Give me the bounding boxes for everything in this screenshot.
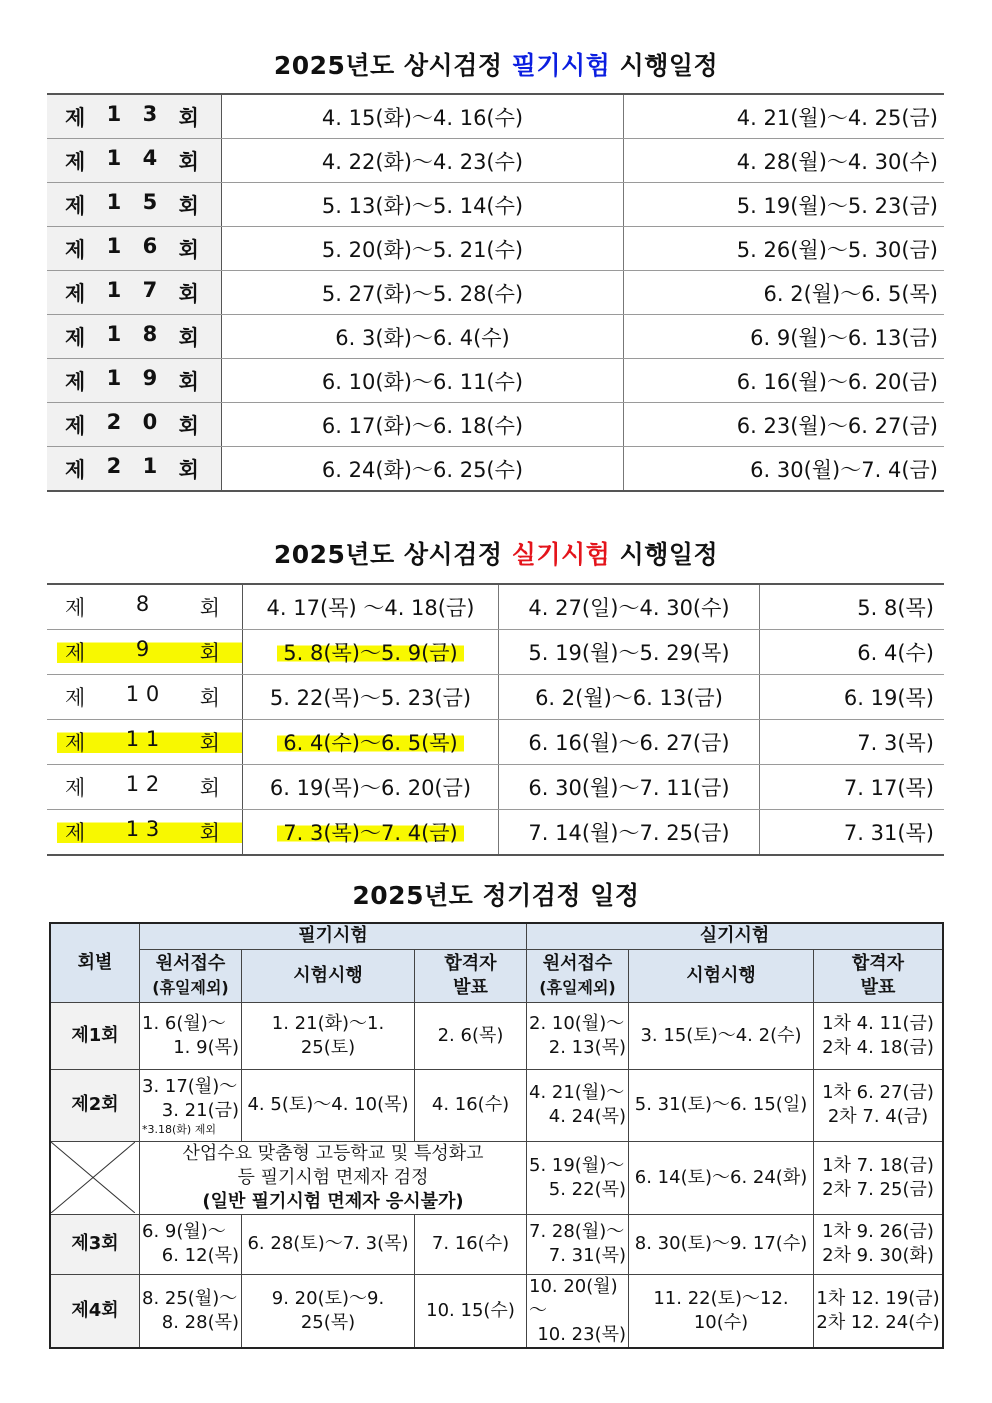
round-label-char: 회 xyxy=(199,686,220,710)
round-label-char: 제 xyxy=(65,149,86,174)
practical-period-1 xyxy=(243,765,499,810)
written-period-2: 6. 23(월)～6. 27(금) xyxy=(624,403,945,447)
round-label xyxy=(47,810,243,856)
date-line-2: 2. 13(목) xyxy=(548,1036,626,1058)
round-label: 제3회 xyxy=(50,1214,140,1274)
round-label-wrap xyxy=(47,146,221,176)
practical-exam: 3. 15(토)～4. 2(수) xyxy=(629,1002,814,1069)
round-label-char: 3 xyxy=(142,101,158,126)
date-line-1: 5. 19(월)～ xyxy=(529,1154,625,1176)
date-line-1: 3. 17(월)～ xyxy=(142,1075,238,1097)
result-line-1: 1차 4. 11(금) xyxy=(822,1012,934,1034)
result-line-2: 2차 12. 24(수) xyxy=(816,1311,940,1333)
two-line-date xyxy=(529,1275,626,1347)
round-label xyxy=(47,94,222,139)
table-row xyxy=(50,1069,943,1141)
table-row xyxy=(47,810,944,856)
round-label-char: 제 xyxy=(65,325,86,350)
practical-result: 6. 4(수) xyxy=(760,630,945,675)
table-row xyxy=(47,94,944,139)
table-row xyxy=(47,227,944,271)
written-period-1: 5. 27(화)～5. 28(수) xyxy=(222,271,624,315)
round-label-wrap xyxy=(57,637,242,667)
round-label-char: 8 xyxy=(135,592,150,616)
round-label-char: 회 xyxy=(178,369,199,394)
written-exam: 9. 20(토)～9. 25(목) xyxy=(242,1274,415,1348)
header-written-result xyxy=(415,949,527,1002)
result-line-1: 1차 9. 26(금) xyxy=(822,1221,934,1242)
date-line-1: 4. 21(월)～ xyxy=(529,1082,625,1103)
round-label-wrap xyxy=(57,772,242,802)
practical-result xyxy=(814,1002,944,1069)
written-exam: 6. 28(토)～7. 3(목) xyxy=(242,1214,415,1274)
practical-period-2: 6. 16(월)～6. 27(금) xyxy=(499,720,760,765)
round-label-char: 5 xyxy=(142,189,158,214)
table-row xyxy=(50,1002,943,1069)
two-line-date xyxy=(529,1154,626,1202)
round-label xyxy=(47,584,243,630)
written-period-2: 5. 26(월)～5. 30(금) xyxy=(624,227,945,271)
round-label: 제4회 xyxy=(50,1274,140,1348)
exemption-note-line: 등 필기시험 면제자 검정 xyxy=(237,1166,429,1188)
practical-apply xyxy=(527,1069,629,1141)
title-suffix: 시행일정 xyxy=(619,540,719,569)
round-label-char: 1 2 xyxy=(125,772,160,796)
round-label-wrap xyxy=(57,817,242,847)
practical-period-1 xyxy=(243,630,499,675)
round-label-char: 제 xyxy=(65,105,86,130)
round-label-char: 1 xyxy=(106,101,122,126)
practical-apply xyxy=(527,1274,629,1348)
written-period-1: 6. 3(화)～6. 4(수) xyxy=(222,315,624,359)
written-schedule-table xyxy=(47,93,944,492)
date-line-1: 6. 9(월)～ xyxy=(142,1221,226,1242)
round-label-char: 제 xyxy=(65,776,86,800)
table-row xyxy=(47,765,944,810)
table-row xyxy=(50,1274,943,1348)
practical-period-1 xyxy=(243,810,499,856)
round-label-char: 회 xyxy=(178,281,199,306)
round-label-char: 제 xyxy=(65,641,86,665)
round-label-char: 회 xyxy=(199,821,220,845)
practical-result xyxy=(814,1141,944,1214)
period-text: 5. 22(목)～5. 23(금) xyxy=(269,686,472,710)
period-text: 4. 17(목) ～4. 18(금) xyxy=(266,596,475,620)
round-label-char: 제 xyxy=(65,686,86,710)
round-label-char: 회 xyxy=(178,237,199,262)
table-row xyxy=(50,1214,943,1274)
table-row xyxy=(47,183,944,227)
two-line-date xyxy=(529,1081,626,1129)
header-written: 필기시험 xyxy=(140,923,527,949)
round-label-char: 1 3 xyxy=(125,817,160,841)
table-row xyxy=(47,584,944,630)
date-line-2: 1. 9(목) xyxy=(173,1036,239,1058)
round-label-char: 1 1 xyxy=(125,727,160,751)
round-label-char: 제 xyxy=(65,369,86,394)
table-row xyxy=(47,315,944,359)
header-written-apply xyxy=(140,949,242,1002)
practical-schedule-title xyxy=(0,535,992,571)
table-row xyxy=(47,271,944,315)
round-label-char: 1 xyxy=(106,145,122,170)
title-suffix: 시행일정 xyxy=(619,51,719,80)
result-line-1: 1차 7. 18(금) xyxy=(822,1154,934,1176)
practical-period-2: 5. 19(월)～5. 29(목) xyxy=(499,630,760,675)
round-label-wrap xyxy=(47,454,221,484)
written-exam: 4. 5(토)～4. 10(목) xyxy=(242,1069,415,1141)
practical-period-2: 6. 30(월)～7. 11(금) xyxy=(499,765,760,810)
round-label-char: 제 xyxy=(65,237,86,262)
written-result: 2. 6(목) xyxy=(415,1002,527,1069)
round-label-char: 회 xyxy=(199,641,220,665)
round-label-wrap xyxy=(57,727,242,757)
period-text: 5. 8(목)～5. 9(금) xyxy=(277,641,464,665)
header-practical-exam: 시험시행 xyxy=(629,949,814,1002)
round-label: 제2회 xyxy=(50,1069,140,1141)
table-row xyxy=(47,675,944,720)
practical-result: 7. 3(목) xyxy=(760,720,945,765)
round-label xyxy=(47,675,243,720)
practical-period-2: 6. 2(월)～6. 13(금) xyxy=(499,675,760,720)
table-row xyxy=(47,720,944,765)
round-label-char: 회 xyxy=(178,105,199,130)
round-label-wrap xyxy=(47,102,221,132)
round-label xyxy=(47,227,222,271)
title-prefix: 2025년도 상시검정 xyxy=(273,51,503,80)
table-row xyxy=(47,403,944,447)
round-label xyxy=(47,403,222,447)
regular-schedule-table xyxy=(49,922,944,1349)
round-label-char: 1 xyxy=(142,453,158,478)
round-label xyxy=(47,447,222,492)
round-label-char: 9 xyxy=(142,365,158,390)
two-line-date xyxy=(142,1075,239,1123)
round-label-wrap xyxy=(47,278,221,308)
result-line-2: 2차 9. 30(화) xyxy=(822,1245,934,1266)
title-prefix: 2025년도 상시검정 xyxy=(273,540,503,569)
round-label-char: 1 0 xyxy=(125,682,160,706)
exemption-note-line: (일반 필기시험 면제자 응시불가) xyxy=(202,1190,464,1212)
written-apply xyxy=(140,1069,242,1141)
practical-result: 5. 8(목) xyxy=(760,584,945,630)
round-label-char: 회 xyxy=(199,776,220,800)
round-label-wrap xyxy=(57,592,242,622)
written-period-2: 6. 9(월)～6. 13(금) xyxy=(624,315,945,359)
written-period-1: 6. 10(화)～6. 11(수) xyxy=(222,359,624,403)
practical-result xyxy=(814,1274,944,1348)
date-line-2: 6. 12(목) xyxy=(161,1245,239,1266)
table-row xyxy=(47,447,944,492)
two-line-date xyxy=(142,1220,239,1268)
written-period-2: 5. 19(월)～5. 23(금) xyxy=(624,183,945,227)
round-label-char: 1 xyxy=(106,365,122,390)
round-label xyxy=(47,271,222,315)
result-line-2: 2차 4. 18(금) xyxy=(822,1036,934,1058)
practical-exam: 8. 30(토)～9. 17(수) xyxy=(629,1214,814,1274)
round-label-char: 제 xyxy=(65,821,86,845)
practical-apply xyxy=(527,1141,629,1214)
crossed-cell xyxy=(50,1141,140,1214)
title-highlight: 실기시험 xyxy=(511,540,611,569)
result-line-1: 1차 12. 19(금) xyxy=(816,1287,940,1309)
header-practical-apply xyxy=(527,949,629,1002)
apply-label: 원서접수 xyxy=(542,952,613,974)
round-label-wrap xyxy=(57,682,242,712)
two-line-date xyxy=(142,1287,239,1335)
round-label-char: 제 xyxy=(65,413,86,438)
round-label-char: 제 xyxy=(65,281,86,306)
period-text: 7. 3(목)～7. 4(금) xyxy=(277,821,464,845)
round-label xyxy=(47,359,222,403)
written-period-1: 6. 17(화)～6. 18(수) xyxy=(222,403,624,447)
round-label-char: 1 xyxy=(106,233,122,258)
round-label-char: 2 xyxy=(106,453,122,478)
exemption-note xyxy=(140,1141,527,1214)
written-period-2: 4. 21(월)～4. 25(금) xyxy=(624,94,945,139)
cross-out-icon xyxy=(51,1142,135,1213)
round-label-wrap xyxy=(47,322,221,352)
round-label-char: 제 xyxy=(65,596,86,620)
exemption-note-line: 산업수요 맞춤형 고등학교 및 특성화고 xyxy=(182,1142,484,1164)
round-label-wrap xyxy=(47,410,221,440)
practical-schedule-table xyxy=(47,583,944,856)
written-period-2: 6. 16(월)～6. 20(금) xyxy=(624,359,945,403)
round-label-char: 제 xyxy=(65,731,86,755)
round-label-char: 회 xyxy=(178,413,199,438)
round-label xyxy=(47,720,243,765)
table-row xyxy=(47,139,944,183)
written-apply xyxy=(140,1002,242,1069)
written-exam: 1. 21(화)～1. 25(토) xyxy=(242,1002,415,1069)
practical-period-2: 4. 27(일)～4. 30(수) xyxy=(499,584,760,630)
round-label-char: 9 xyxy=(135,637,150,661)
written-apply xyxy=(140,1274,242,1348)
date-line-2: 10. 23(목) xyxy=(537,1323,626,1345)
title-highlight: 필기시험 xyxy=(511,51,611,80)
two-line-date xyxy=(529,1220,626,1268)
practical-exam: 5. 31(토)～6. 15(일) xyxy=(629,1069,814,1141)
round-label-char: 7 xyxy=(142,277,158,302)
two-line-date xyxy=(142,1012,239,1060)
written-period-1: 5. 13(화)～5. 14(수) xyxy=(222,183,624,227)
round-label-char: 1 xyxy=(106,189,122,214)
round-label xyxy=(47,139,222,183)
round-label-char: 2 xyxy=(106,409,122,434)
round-label-char: 회 xyxy=(199,596,220,620)
practical-exam: 11. 22(토)～12. 10(수) xyxy=(629,1274,814,1348)
regular-schedule-title: 2025년도 정기검정 일정 xyxy=(352,881,640,910)
result-label: 합격자 xyxy=(444,952,497,974)
written-period-2: 4. 28(월)～4. 30(수) xyxy=(624,139,945,183)
header-written-exam: 시험시행 xyxy=(242,949,415,1002)
period-text: 6. 19(목)～6. 20(금) xyxy=(269,776,472,800)
written-result: 10. 15(수) xyxy=(415,1274,527,1348)
result-label: 합격자 xyxy=(851,952,905,974)
written-period-1: 4. 22(화)～4. 23(수) xyxy=(222,139,624,183)
header-practical: 실기시험 xyxy=(527,923,944,949)
round-label-char: 4 xyxy=(142,145,158,170)
date-line-1: 7. 28(월)～ xyxy=(529,1221,625,1242)
practical-period-1 xyxy=(243,675,499,720)
table-row xyxy=(47,630,944,675)
apply-note: (휴일제외) xyxy=(539,977,616,997)
practical-result xyxy=(814,1069,944,1141)
round-label: 제1회 xyxy=(50,1002,140,1069)
header-round: 회별 xyxy=(50,923,140,1002)
round-label-char: 0 xyxy=(142,409,158,434)
date-line-2: 5. 22(목) xyxy=(548,1178,626,1200)
apply-note: (휴일제외) xyxy=(152,977,229,997)
written-period-1: 5. 20(화)～5. 21(수) xyxy=(222,227,624,271)
round-label-char: 회 xyxy=(199,731,220,755)
table-row xyxy=(50,1141,943,1214)
practical-result: 7. 31(목) xyxy=(760,810,945,856)
round-label-char: 제 xyxy=(65,457,86,482)
result-label-2: 발표 xyxy=(860,976,896,998)
round-label-char: 회 xyxy=(178,325,199,350)
date-line-1: 2. 10(월)～ xyxy=(529,1012,625,1034)
date-line-1: 1. 6(월)～ xyxy=(142,1012,226,1034)
practical-period-1 xyxy=(243,720,499,765)
result-line-2: 2차 7. 25(금) xyxy=(822,1178,934,1200)
practical-apply xyxy=(527,1214,629,1274)
practical-result xyxy=(814,1214,944,1274)
written-result: 7. 16(수) xyxy=(415,1214,527,1274)
round-label-char: 8 xyxy=(142,321,158,346)
practical-apply xyxy=(527,1002,629,1069)
date-line-2: 7. 31(목) xyxy=(548,1245,626,1266)
round-label-char: 제 xyxy=(65,193,86,218)
practical-result: 6. 19(목) xyxy=(760,675,945,720)
round-label-char: 1 xyxy=(106,321,122,346)
written-period-1: 4. 15(화)～4. 16(수) xyxy=(222,94,624,139)
round-label-char: 1 xyxy=(106,277,122,302)
round-label xyxy=(47,630,243,675)
round-label-char: 6 xyxy=(142,233,158,258)
date-line-2: 4. 24(목) xyxy=(548,1106,626,1127)
date-line-1: 8. 25(월)～ xyxy=(142,1287,238,1309)
date-line-2: 3. 21(금) xyxy=(161,1099,239,1121)
written-result: 4. 16(수) xyxy=(415,1069,527,1141)
round-label-char: 회 xyxy=(178,457,199,482)
date-line-1: 10. 20(월)～ xyxy=(529,1275,618,1321)
two-line-date xyxy=(529,1012,626,1060)
written-schedule-title xyxy=(0,46,992,82)
round-label-char: 회 xyxy=(178,149,199,174)
period-text: 6. 4(수)～6. 5(목) xyxy=(277,731,464,755)
written-apply xyxy=(140,1214,242,1274)
round-label-wrap xyxy=(47,366,221,396)
header-practical-result xyxy=(814,949,944,1002)
table-row xyxy=(47,359,944,403)
written-period-2: 6. 30(월)～7. 4(금) xyxy=(624,447,945,492)
result-line-1: 1차 6. 27(금) xyxy=(822,1082,934,1103)
round-label-wrap xyxy=(47,234,221,264)
round-label-char: 회 xyxy=(178,193,199,218)
date-line-2: 8. 28(목) xyxy=(161,1311,239,1333)
practical-period-1 xyxy=(243,584,499,630)
result-label-2: 발표 xyxy=(453,976,488,998)
round-label xyxy=(47,315,222,359)
round-label xyxy=(47,183,222,227)
result-line-2: 2차 7. 4(금) xyxy=(827,1106,929,1127)
practical-result: 7. 17(목) xyxy=(760,765,945,810)
apply-exception-note: *3.18(화) 제외 xyxy=(142,1122,216,1136)
written-period-1: 6. 24(화)～6. 25(수) xyxy=(222,447,624,492)
round-label-wrap xyxy=(47,190,221,220)
round-label xyxy=(47,765,243,810)
practical-exam: 6. 14(토)～6. 24(화) xyxy=(629,1141,814,1214)
apply-label: 원서접수 xyxy=(155,952,226,974)
practical-period-2: 7. 14(월)～7. 25(금) xyxy=(499,810,760,856)
written-period-2: 6. 2(월)～6. 5(목) xyxy=(624,271,945,315)
